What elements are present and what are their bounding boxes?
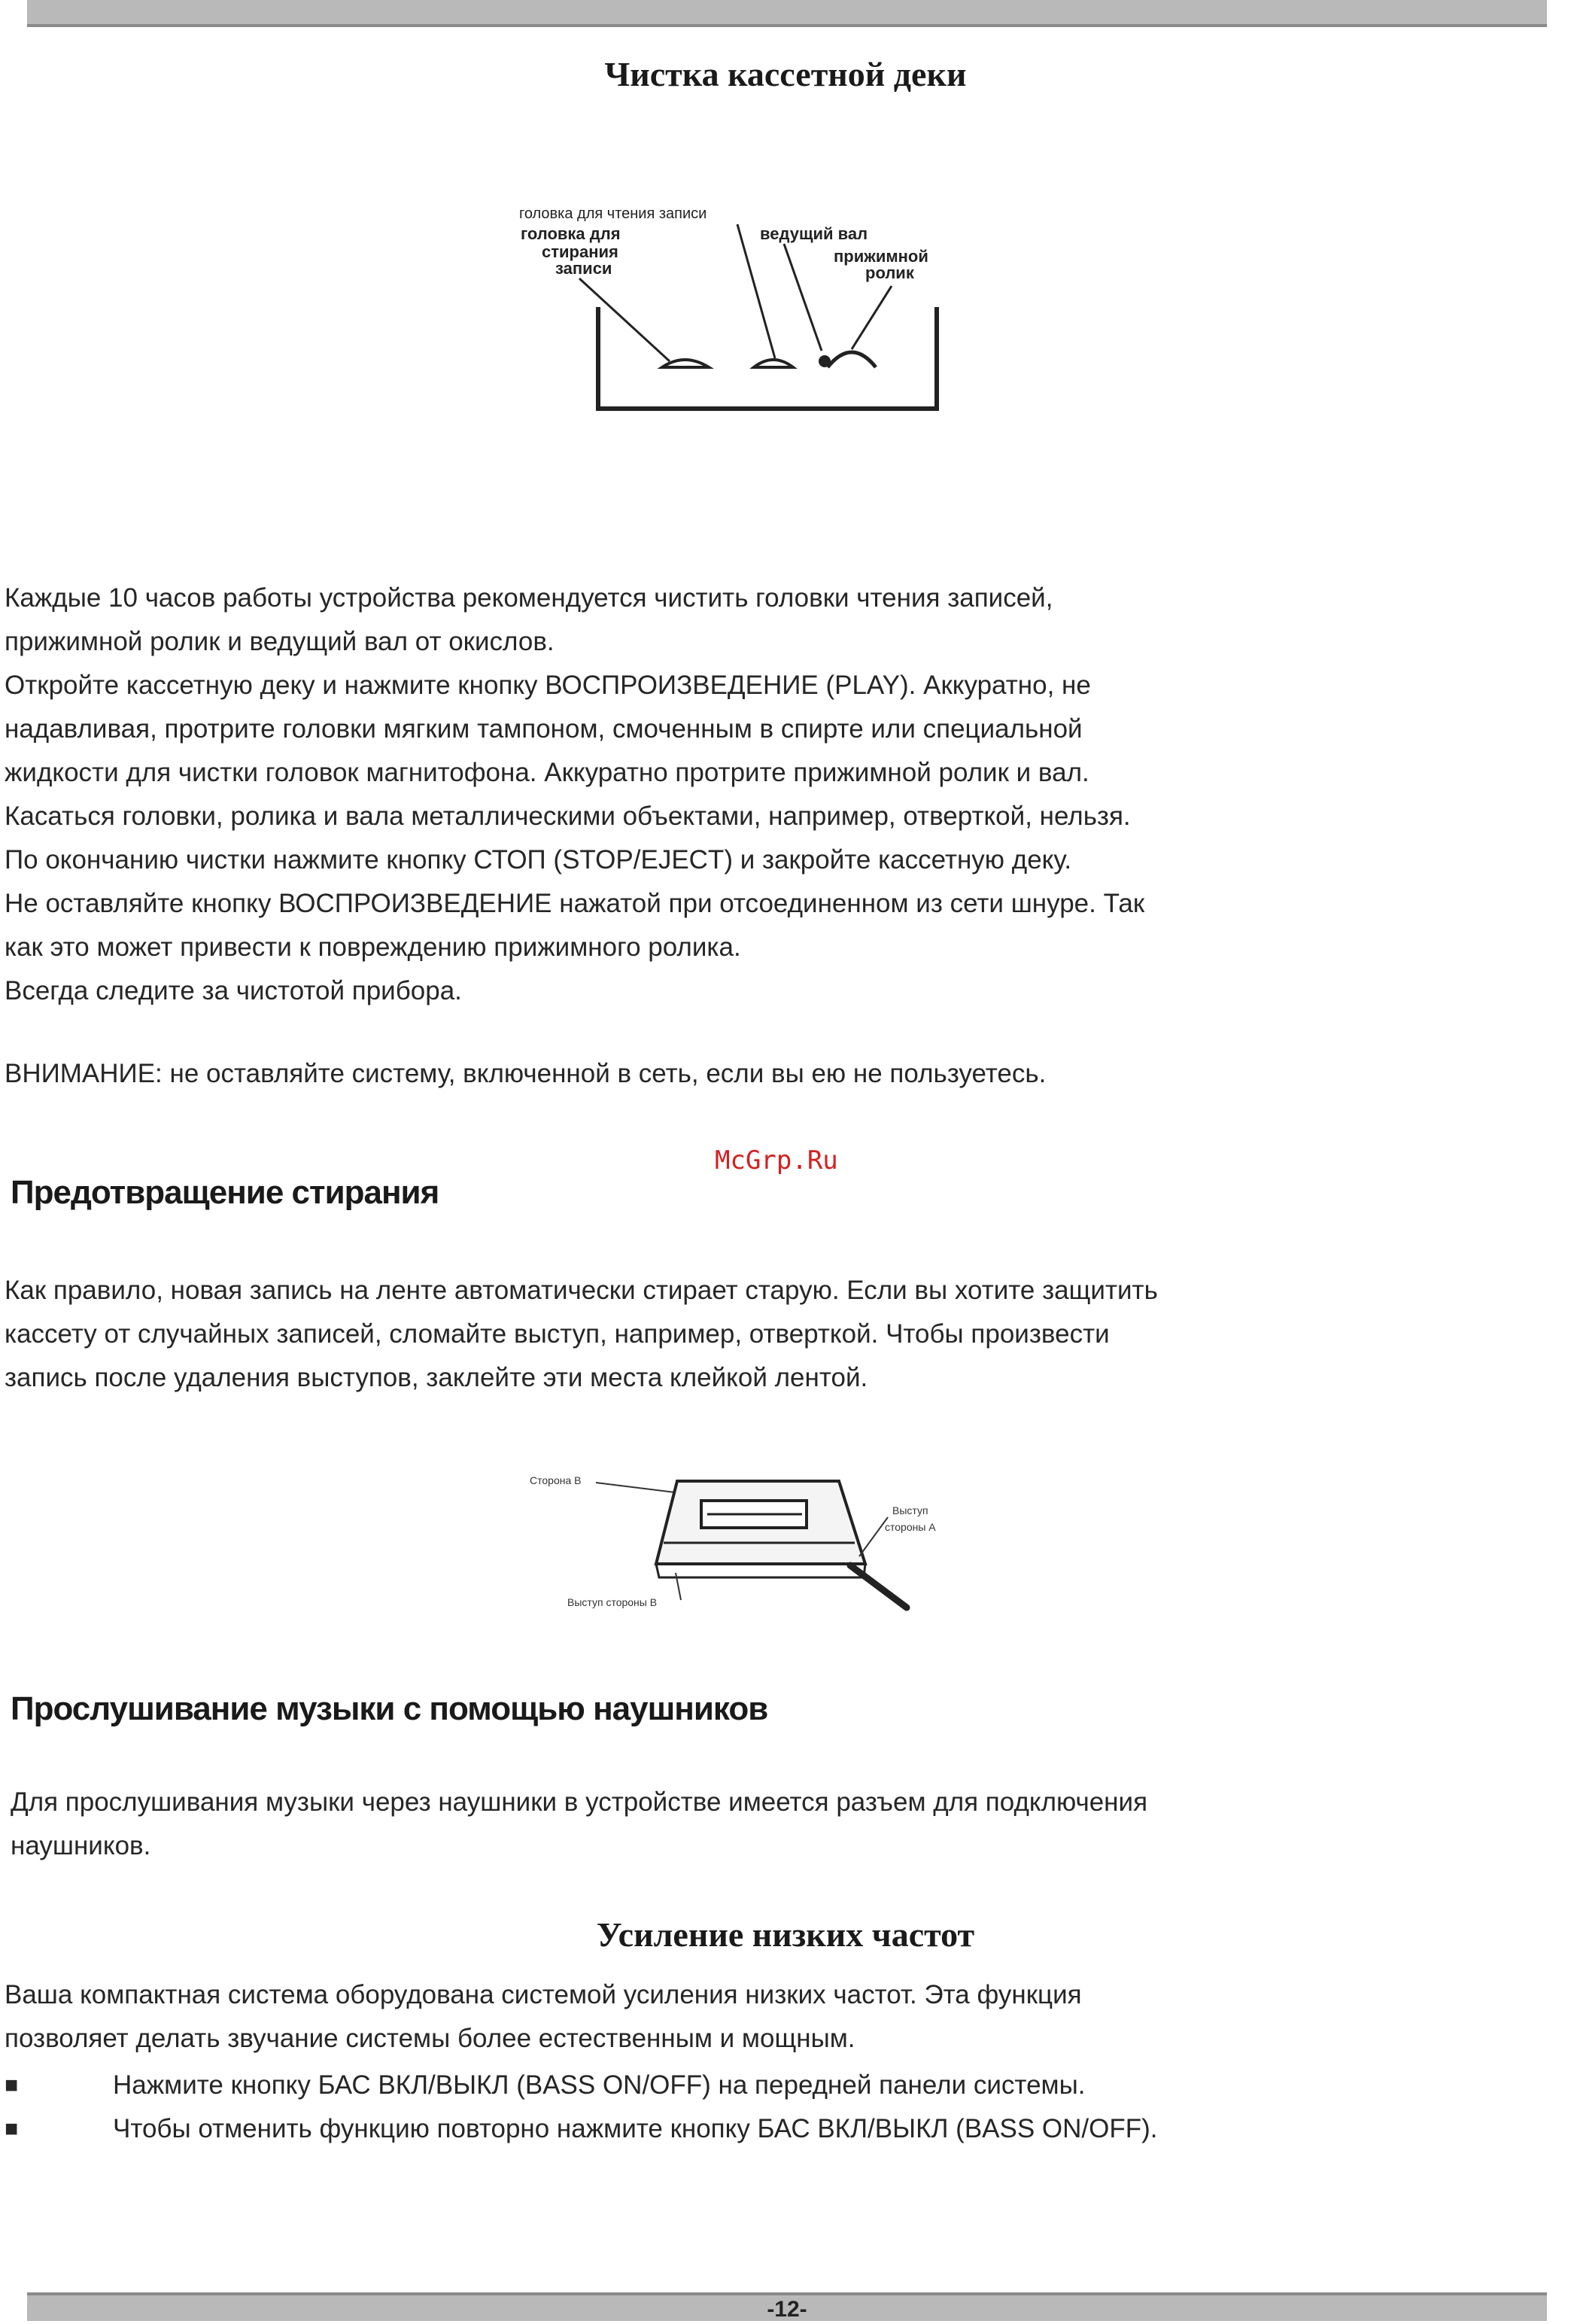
label-pinch-roller-1: прижимной xyxy=(834,247,928,266)
bass-bullet-list xyxy=(5,2064,1539,2151)
text-line: Для прослушивания музыки через наушники в устройстве имеется разъем для подключения xyxy=(11,1787,1148,1817)
text-line: Откройте кассетную деку и нажмите кнопку ВОСПРОИЗВЕДЕНИЕ (PLAY). Аккуратно, не xyxy=(5,671,1091,700)
bullet-icon: ■ xyxy=(5,2073,19,2097)
section-title-cleaning: Чистка кассетной деки xyxy=(604,55,967,93)
page-number: -12- xyxy=(767,2297,807,2322)
list-item xyxy=(5,2107,1539,2151)
section-title-bass: Усиление низких частот xyxy=(596,1915,975,1954)
text-line: жидкости для чистки головок магнитофона. Аккуратно протрите прижимной ролик и вал. xyxy=(5,758,1089,787)
label-playback-head: головка для чтения записи xyxy=(519,205,707,222)
pinch-roller-shape xyxy=(828,352,876,367)
erase-protection-paragraph xyxy=(5,1269,1532,1400)
cleaning-paragraph xyxy=(5,576,1532,1013)
cassette-diagram xyxy=(527,1468,1008,1626)
screwdriver-icon xyxy=(850,1565,907,1608)
text-line: По окончанию чистки нажмите кнопку СТОП (STOP/EJECT) и закройте кассетную деку. xyxy=(5,845,1072,875)
text-line: Касаться головки, ролика и вала металлическими объектами, например, отверткой, нельзя. xyxy=(5,802,1131,831)
label-side-b: Сторона В xyxy=(530,1474,582,1486)
playback-head-shape xyxy=(754,360,793,367)
header-bar xyxy=(27,0,1547,27)
bullet-text: Чтобы отменить функцию повторно нажмите кнопку БАС ВКЛ/ВЫКЛ (BASS ON/OFF). xyxy=(113,2114,1158,2143)
text-line: кассету от случайных записей, сломайте выступ, например, отверткой. Чтобы произвести xyxy=(5,1319,1110,1349)
text-line: как это может привести к повреждению прижимного ролика. xyxy=(5,932,741,962)
warning-line: ВНИМАНИЕ: не оставляйте систему, включенной в сеть, если вы ею не пользуетесь. xyxy=(5,1059,1047,1088)
deck-outline xyxy=(598,307,937,409)
label-erase-head-2: стирания xyxy=(542,242,618,261)
bullet-icon: ■ xyxy=(5,2116,19,2141)
text-line: позволяет делать звучание системы более естественным и мощным. xyxy=(5,2024,855,2053)
text-line: Ваша компактная система оборудована системой усиления низких частот. Эта функция xyxy=(5,1980,1082,2009)
text-line: надавливая, протрите головки мягким тампоном, смоченным в спирте или специальной xyxy=(5,714,1083,744)
list-item xyxy=(5,2064,1539,2107)
label-capstan: ведущий вал xyxy=(760,224,868,243)
text-line: Не оставляйте кнопку ВОСПРОИЗВЕДЕНИЕ нажатой при отсоединенном из сети шнуре. Так xyxy=(5,889,1145,918)
warning-text xyxy=(5,1052,1532,1096)
bass-paragraph xyxy=(5,1973,1539,2061)
headphones-paragraph xyxy=(11,1781,1533,1868)
footer-bar xyxy=(27,2292,1547,2321)
bullet-text: Нажмите кнопку БАС ВКЛ/ВЫКЛ (BASS ON/OFF) на передней панели системы. xyxy=(113,2070,1086,2100)
capstan-shape xyxy=(819,355,831,367)
watermark: McGrp.Ru xyxy=(715,1145,838,1176)
text-line: прижимной ролик и ведущий вал от окислов. xyxy=(5,627,555,656)
text-line: наушников. xyxy=(11,1831,151,1860)
label-erase-head-3: записи xyxy=(555,259,612,278)
text-line: Всегда следите за чистотой прибора. xyxy=(5,976,462,1005)
label-tab-b: Выступ стороны В xyxy=(567,1596,658,1608)
label-erase-head-1: головка для xyxy=(521,224,621,243)
tape-head-diagram xyxy=(512,194,1008,420)
text-line: Как правило, новая запись на ленте автоматически стирает старую. Если вы хотите защитить xyxy=(5,1276,1158,1305)
label-tab-a-1: Выступ xyxy=(892,1504,928,1516)
label-tab-a-2: стороны А xyxy=(885,1521,936,1533)
text-line: запись после удаления выступов, заклейте эти места клейкой лентой. xyxy=(5,1363,868,1392)
section-title-headphones: Прослушивание музыки с помощью наушников xyxy=(11,1690,768,1727)
section-title-erase-protection: Предотвращение стирания xyxy=(11,1174,439,1211)
text-line: Каждые 10 часов работы устройства рекомендуется чистить головки чтения записей, xyxy=(5,583,1053,613)
label-pinch-roller-2: ролик xyxy=(865,263,914,282)
